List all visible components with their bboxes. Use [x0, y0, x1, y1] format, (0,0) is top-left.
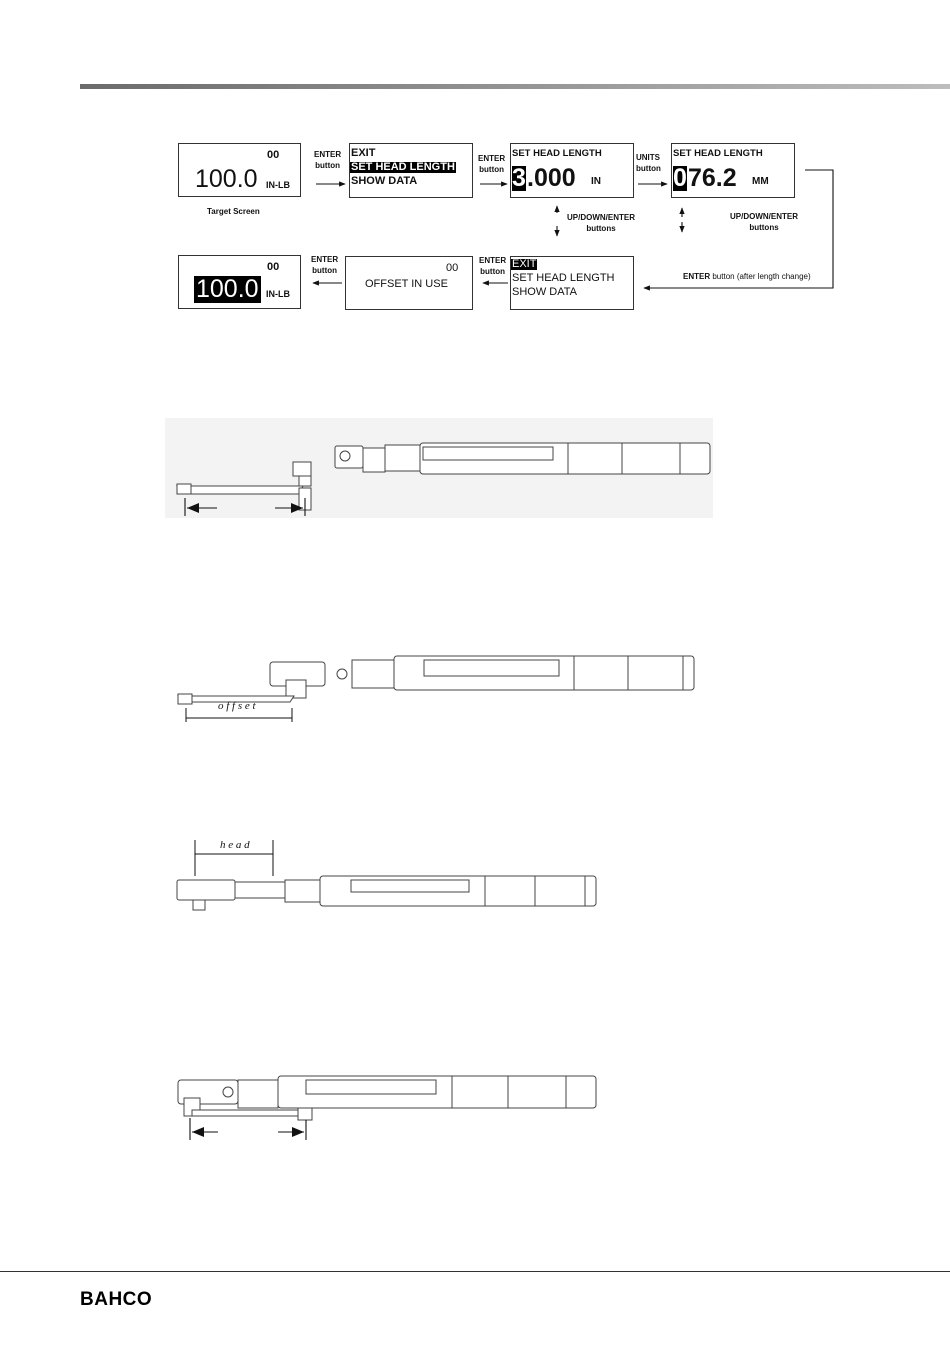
menu-item-show-data-2: SHOW DATA	[512, 286, 577, 298]
bahco-logo: BAHCO	[80, 1289, 153, 1310]
menu-item-exit-selected: EXIT	[512, 258, 537, 270]
wrench-diagram-extension-right	[170, 1070, 600, 1150]
cursor-digit: 3	[512, 164, 526, 192]
enter-button-label-3: ENTER button	[479, 256, 507, 276]
enter-button-label-4: ENTER button	[311, 255, 339, 275]
footer-rule	[0, 1271, 950, 1272]
head-length-unit: IN	[591, 176, 601, 187]
units-button-label: UNITS button	[636, 153, 661, 173]
enter-button-label-1: ENTER button	[314, 150, 342, 170]
updown-label-1: UP/DOWN/ENTER buttons	[567, 213, 635, 233]
offset-count: 00	[446, 262, 459, 274]
offset-in-use-text: OFFSET IN USE	[365, 278, 448, 290]
target-screen-caption: Target Screen	[207, 207, 260, 216]
head-length-unit-mm: MM	[752, 176, 769, 187]
offset-dimension-label: o f f s e t	[218, 700, 256, 712]
wrench-diagram-head	[175, 840, 605, 915]
wrench-diagram-offset	[170, 650, 700, 730]
cursor-digit-mm: 0	[673, 164, 687, 192]
updown-label-2: UP/DOWN/ENTER buttons	[730, 212, 798, 232]
menu-item-show-data: SHOW DATA	[351, 175, 418, 187]
final-unit: IN-LB	[266, 289, 290, 299]
flow-arrows	[0, 0, 950, 330]
head-length-value-mm: 76.2	[688, 164, 737, 192]
lcd-unit: IN-LB	[266, 180, 290, 190]
wrench-diagram-extension-left	[165, 418, 715, 518]
head-dimension-label: h e a d	[220, 839, 250, 851]
lcd-torque-value: 100.0	[195, 165, 258, 193]
menu-item-set-head-length: SET HEAD LENGTH	[351, 161, 455, 173]
menu-item-set-head-length-2: SET HEAD LENGTH	[512, 272, 615, 284]
final-torque-value: 100.0	[196, 275, 259, 303]
arrow-return	[644, 170, 833, 288]
head-length-value: .000	[527, 164, 576, 192]
enter-after-change-label: ENTER button (after length change)	[683, 272, 811, 281]
final-count: 00	[267, 261, 280, 273]
lcd-count: 00	[267, 149, 280, 161]
menu-item-exit: EXIT	[351, 147, 376, 159]
set-head-length-title: SET HEAD LENGTH	[512, 148, 602, 159]
enter-button-label-2: ENTER button	[478, 154, 506, 174]
set-head-length-title-mm: SET HEAD LENGTH	[673, 148, 763, 159]
